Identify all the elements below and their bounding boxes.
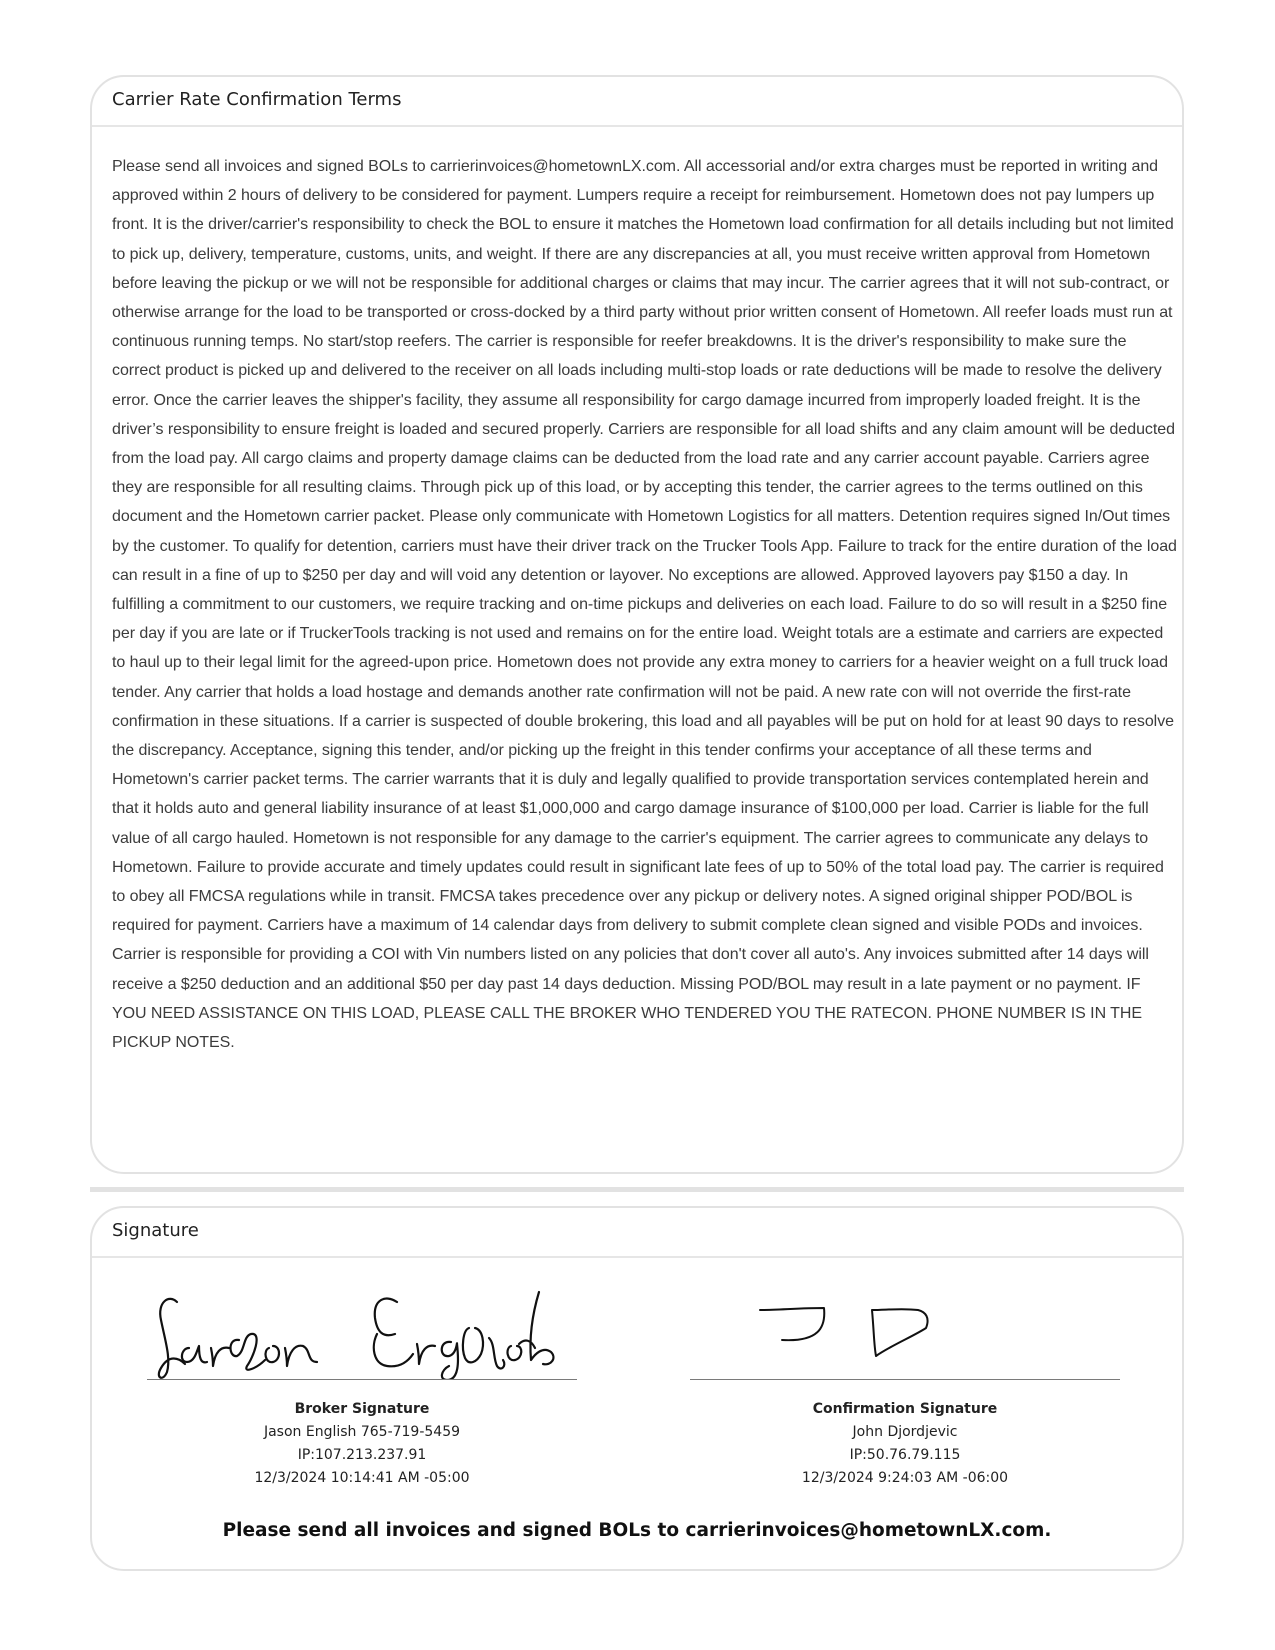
broker-signature-line bbox=[147, 1379, 577, 1380]
invoice-footer-note: Please send all invoices and signed BOLs to carrierinvoices@hometownLX.com. bbox=[222, 1520, 1052, 1541]
broker-ip: IP:107.213.237.91 bbox=[297, 1447, 427, 1463]
confirmation-handwritten-signature bbox=[690, 1288, 1120, 1380]
section-divider bbox=[90, 1187, 1184, 1192]
broker-timestamp: 12/3/2024 10:14:41 AM -05:00 bbox=[254, 1470, 470, 1486]
broker-signature-info bbox=[147, 1398, 577, 1490]
broker-name-phone: Jason English 765-719-5459 bbox=[263, 1424, 461, 1440]
confirmation-ip: IP:50.76.79.115 bbox=[849, 1447, 961, 1463]
confirmation-signature-label: Confirmation Signature bbox=[812, 1401, 998, 1417]
confirmation-signature-block bbox=[690, 1288, 1120, 1538]
confirmation-signature-info bbox=[690, 1398, 1120, 1490]
signature-title: Signature bbox=[92, 1208, 1182, 1258]
confirmation-signature-line bbox=[690, 1379, 1120, 1380]
terms-title: Carrier Rate Confirmation Terms bbox=[92, 77, 1182, 127]
signature-card bbox=[90, 1206, 1184, 1571]
confirmation-timestamp: 12/3/2024 9:24:03 AM -06:00 bbox=[801, 1470, 1009, 1486]
terms-card bbox=[90, 75, 1184, 1174]
confirmation-name: John Djordjevic bbox=[852, 1424, 958, 1440]
broker-handwritten-signature bbox=[147, 1288, 577, 1380]
broker-signature-label: Broker Signature bbox=[294, 1401, 430, 1417]
broker-signature-block bbox=[147, 1288, 577, 1538]
terms-body: Please send all invoices and signed BOLs to carrierinvoices@hometownLX.com. All accessorial and/or extra charges must be reported in writing and approved within 2 hours of delivery to be considered for payment. Lumpers require a receipt for reimbursement. Hometown does not pay lumpers up front. It is the driver/carrier's responsibility to check the BOL to ensure it matches the Hometown load confirmation for all details including but not limited to pick up, delivery, temperature, customs, units, and weight. If there are any discrepancies at all, you must receive written approval from Hometown before leaving the pickup or we will not be responsible for additional charges or claims that may incur. The carrier agrees that it will not sub-contract, or otherwise arrange for the load to be transported or cross-docked by a third party without prior written consent of Hometown. All reefer loads must run at continuous running temps. No start/stop reefers. The carrier is responsible for reefer breakdowns. It is the driver's responsibility to make sure the correct product is picked up and delivered to the receiver on all loads including multi-stop loads or rate deductions will be made to resolve the delivery error. Once the carrier leaves the shipper's facility, they assume all responsibility for cargo damage incurred from improperly loaded freight. It is the driver’s responsibility to ensure freight is loaded and secured properly. Carriers are responsible for all load shifts and any claim amount will be deducted from the load pay. All cargo claims and property damage claims can be deducted from the load rate and any carrier account payable. Carriers agree they are responsible for all resulting claims. Through pick up of this load, or by accepting this tender, the carrier agrees to the terms outlined on this document and the Hometown carrier packet. Please only communicate with Hometown Logistics for all matters. Detention requires signed In/Out times by the customer. To qualify for detention, carriers must have their driver track on the Trucker Tools App. Failure to track for the entire duration of the load can result in a fine of up to $250 per day and will void any detention or layover. No exceptions are allowed. Approved layovers pay $150 a day. In fulfilling a commitment to our customers, we require tracking and on-time pickups and deliveries on each load. Failure to do so will result in a $250 fine per day if you are late or if TruckerTools tracking is not used and remains on for the entire load. Weight totals are a estimate and carriers are expected to haul up to their legal limit for the agreed-upon price. Hometown does not provide any extra money to carriers for a heavier weight on a full truck load tender. Any carrier that holds a load hostage and demands another rate confirmation will not be paid. A new rate con will not override the first-rate confirmation in these situations. If a carrier is suspected of double brokering, this load and all payables will be put on hold for at least 90 days to resolve the discrepancy. Acceptance, signing this tender, and/or picking up the freight in this tender confirms your acceptance of all these terms and Hometown's carrier packet terms. The carrier warrants that it is duly and legally qualified to provide transportation services contemplated herein and that it holds auto and general liability insurance of at least $1,000,000 and cargo damage insurance of $100,000 per load. Carrier is liable for the full value of all cargo hauled. Hometown is not responsible for any damage to the carrier's equipment. The carrier agrees to communicate any delays to Hometown. Failure to provide accurate and timely updates could result in significant late fees of up to 50% of the total load pay. The carrier is required to obey all FMCSA regulations while in transit. FMCSA takes precedence over any pickup or delivery notes. A signed original shipper POD/BOL is required for payment. Carriers have a maximum of 14 calendar days from delivery to submit complete clean signed and visible PODs and invoices. Carrier is responsible for providing a COI with Vin numbers listed on any policies that don't cover all auto's. Any invoices submitted after 14 days will receive a $250 deduction and an additional $50 per day past 14 days deduction. Missing POD/BOL may result in a late payment or no payment. IF YOU NEED ASSISTANCE ON THIS LOAD, PLEASE CALL THE BROKER WHO TENDERED YOU THE RATECON. PHONE NUMBER IS IN THE PICKUP NOTES. bbox=[112, 158, 1177, 1052]
